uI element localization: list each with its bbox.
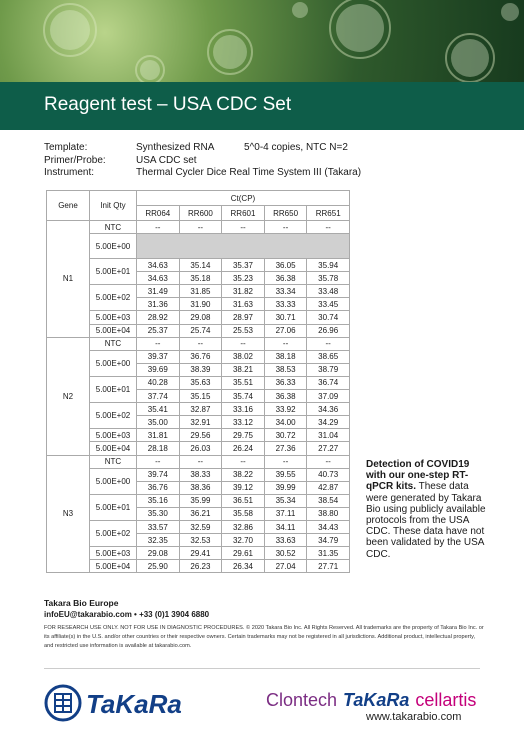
ct-value-cell: 29.08 (137, 547, 180, 560)
ct-value-cell: 31.04 (307, 429, 350, 442)
ct-value-cell: 39.12 (222, 481, 265, 494)
ct-value-cell: 34.29 (307, 416, 350, 429)
template-extra: 5^0-4 copies, NTC N=2 (244, 142, 348, 153)
ct-value-cell: 39.99 (264, 481, 307, 494)
figure-caption (366, 459, 491, 560)
footer-org: Takara Bio Europe (44, 598, 119, 608)
init-qty-cell: 5.00E+03 (90, 547, 137, 560)
ct-value-cell: 38.39 (179, 363, 222, 376)
ct-value-cell: 38.21 (222, 363, 265, 376)
ct-value-cell: 39.55 (264, 468, 307, 481)
init-qty-cell: 5.00E+01 (90, 259, 137, 285)
ct-value-cell: 27.04 (264, 560, 307, 573)
ct-value-cell: 35.18 (179, 272, 222, 285)
table-row (47, 403, 350, 416)
ct-value-cell: 32.59 (179, 520, 222, 533)
template-value: Synthesized RNA (136, 142, 215, 153)
init-qty-cell: 5.00E+00 (90, 350, 137, 376)
init-qty-cell: 5.00E+03 (90, 311, 137, 324)
init-qty-cell: 5.00E+00 (90, 468, 137, 494)
ct-value-cell: -- (307, 455, 350, 468)
ct-value-cell: 29.61 (222, 547, 265, 560)
ct-value-cell: -- (137, 221, 180, 234)
init-qty-cell: 5.00E+04 (90, 442, 137, 455)
table-row (47, 324, 350, 337)
table-row (47, 455, 350, 468)
table-row (47, 350, 350, 363)
init-qty-cell: NTC (90, 337, 137, 350)
lot-header: RR064 (137, 206, 180, 221)
caption-bold: Detection of COVID19 with our one-step RT-qPCR kits. (366, 459, 470, 493)
table-row (47, 560, 350, 573)
caption-text: These data were generated by Takara Bio using publicly available protocols from the USA CDC. These data have not been validated by the USA CDC. (366, 481, 486, 560)
ct-value-cell: 36.38 (264, 272, 307, 285)
ct-value-cell: -- (137, 455, 180, 468)
table-row (47, 547, 350, 560)
ct-value-cell: 34.43 (307, 520, 350, 533)
ct-value-cell: 36.21 (179, 507, 222, 520)
ct-value-cell: 33.33 (264, 298, 307, 311)
ct-value-cell: 37.11 (264, 507, 307, 520)
ct-value-cell: -- (179, 337, 222, 350)
table-row (47, 221, 350, 234)
ct-value-cell: 35.14 (179, 259, 222, 272)
ct-value-cell: 31.36 (137, 298, 180, 311)
ct-value-cell: 25.37 (137, 324, 180, 337)
ct-value-cell: 35.15 (179, 390, 222, 403)
ct-value-cell: 31.81 (137, 429, 180, 442)
ct-value-cell: 31.63 (222, 298, 265, 311)
ct-value-cell: 33.92 (264, 403, 307, 416)
init-qty-cell: 5.00E+01 (90, 494, 137, 520)
ct-results-table (46, 190, 350, 573)
ct-value-cell: 35.99 (179, 494, 222, 507)
ct-value-cell: -- (264, 455, 307, 468)
website-url: www.takarabio.com (366, 711, 462, 723)
ct-value-cell: 32.87 (179, 403, 222, 416)
ct-value-cell: 38.33 (179, 468, 222, 481)
ct-value-cell: 33.45 (307, 298, 350, 311)
ct-value-cell: 36.38 (264, 390, 307, 403)
ct-value-cell: 38.79 (307, 363, 350, 376)
ct-value-cell: 32.53 (179, 534, 222, 547)
ct-value-cell: 29.75 (222, 429, 265, 442)
ct-value-cell: 31.90 (179, 298, 222, 311)
lot-header: RR601 (222, 206, 265, 221)
lot-header: RR650 (264, 206, 307, 221)
ct-value-cell: 31.49 (137, 285, 180, 298)
ct-value-cell: 32.86 (222, 520, 265, 533)
table-row (47, 442, 350, 455)
ct-value-cell: 30.71 (264, 311, 307, 324)
init-qty-cell: 5.00E+04 (90, 560, 137, 573)
init-qty-cell: NTC (90, 455, 137, 468)
takara-brand-logo: TaKaRa (343, 690, 410, 710)
table-row (47, 234, 350, 259)
ct-value-cell: 27.36 (264, 442, 307, 455)
brand-logos (266, 690, 476, 711)
ct-value-cell: 36.76 (137, 481, 180, 494)
ct-value-cell: 31.85 (179, 285, 222, 298)
init-qty-cell: 5.00E+01 (90, 376, 137, 402)
instrument-value: Thermal Cycler Dice Real Time System III (Takara) (136, 167, 362, 178)
ct-value-cell: 38.22 (222, 468, 265, 481)
init-qty-cell: 5.00E+04 (90, 324, 137, 337)
ct-value-cell: 35.63 (179, 376, 222, 389)
table-row (47, 311, 350, 324)
init-qty-cell: 5.00E+02 (90, 403, 137, 429)
ct-value-cell: -- (222, 221, 265, 234)
ct-value-cell: 26.34 (222, 560, 265, 573)
ct-value-cell: 39.37 (137, 350, 180, 363)
ct-value-cell: 35.34 (264, 494, 307, 507)
lot-header: RR600 (179, 206, 222, 221)
ct-value-cell: 29.08 (179, 311, 222, 324)
ct-value-cell: 34.11 (264, 520, 307, 533)
template-label: Template: (44, 142, 88, 153)
page-title: Reagent test – USA CDC Set (44, 94, 292, 115)
ct-value-cell: 35.94 (307, 259, 350, 272)
ct-value-cell: 35.30 (137, 507, 180, 520)
hero-virus-image (0, 0, 524, 82)
init-qty-cell: 5.00E+03 (90, 429, 137, 442)
ct-value-cell: 39.74 (137, 468, 180, 481)
init-qty-cell: 5.00E+02 (90, 285, 137, 311)
primer-value: USA CDC set (136, 154, 197, 166)
cellartis-logo: cellartis (415, 690, 477, 710)
gene-column-header: Gene (47, 191, 90, 221)
footer-divider (44, 668, 480, 669)
ct-value-cell: 33.48 (307, 285, 350, 298)
ct-column-header: Ct(CP) (137, 191, 350, 206)
ct-value-cell: 38.36 (179, 481, 222, 494)
ct-value-cell: -- (307, 337, 350, 350)
ct-value-cell: -- (307, 221, 350, 234)
footer-legal: FOR RESEARCH USE ONLY. NOT FOR USE IN DIAGNOSTIC PROCEDURES. © 2020 Takara Bio Inc. All Rights Reserved. All trademarks are the property of Takara Bio Inc. or its affiliate(s) in the U.S. and/or other countries or their respective owners. Certain trademarks may not be registered in all jurisdictions. Additional product, intellectual property, and restricted use information is available at takarabio.com. (44, 625, 484, 649)
ct-value-cell: 32.91 (179, 416, 222, 429)
primer-label: Primer/Probe: (44, 154, 106, 166)
ct-value-cell: 34.63 (137, 259, 180, 272)
ct-value-cell: -- (264, 337, 307, 350)
init-qty-cell: 5.00E+00 (90, 234, 137, 259)
ct-value-cell: 34.00 (264, 416, 307, 429)
table-row (47, 259, 350, 272)
ct-value-cell: 34.79 (307, 534, 350, 547)
lot-header: RR651 (307, 206, 350, 221)
ct-value-cell: 32.35 (137, 534, 180, 547)
init-qty-cell: 5.00E+02 (90, 520, 137, 546)
ct-value-cell: -- (137, 337, 180, 350)
ct-value-cell: 38.18 (264, 350, 307, 363)
ct-value-cell: 25.53 (222, 324, 265, 337)
ct-value-cell: 33.57 (137, 520, 180, 533)
ct-value-cell: -- (264, 221, 307, 234)
ct-value-cell: 28.97 (222, 311, 265, 324)
ct-value-cell: -- (222, 337, 265, 350)
ct-value-cell: 35.37 (222, 259, 265, 272)
ct-value-cell: 37.74 (137, 390, 180, 403)
ct-value-cell: 38.80 (307, 507, 350, 520)
ct-value-cell: 29.56 (179, 429, 222, 442)
ct-value-cell: 31.82 (222, 285, 265, 298)
ct-value-cell: 25.90 (137, 560, 180, 573)
table-row (47, 285, 350, 298)
init-qty-cell: NTC (90, 221, 137, 234)
ct-value-cell: 27.06 (264, 324, 307, 337)
ct-value-cell: 38.54 (307, 494, 350, 507)
ct-value-cell: 35.16 (137, 494, 180, 507)
ct-value-cell: 30.72 (264, 429, 307, 442)
table-row (47, 520, 350, 533)
ct-value-cell: 33.34 (264, 285, 307, 298)
ct-value-cell: 28.18 (137, 442, 180, 455)
clontech-logo: Clontech (266, 690, 338, 710)
ct-value-cell: 29.41 (179, 547, 222, 560)
ct-value-cell: -- (222, 455, 265, 468)
ct-value-cell: 37.09 (307, 390, 350, 403)
ct-value-cell: 25.74 (179, 324, 222, 337)
ct-value-cell: 36.74 (307, 376, 350, 389)
ct-value-cell: 38.02 (222, 350, 265, 363)
ct-value-cell: -- (179, 221, 222, 234)
ct-value-cell: 30.74 (307, 311, 350, 324)
ct-value-cell: 36.51 (222, 494, 265, 507)
ct-value-cell: 40.73 (307, 468, 350, 481)
footer-contact: infoEU@takarabio.com • +33 (0)1 3904 6880 (44, 610, 210, 619)
empty-cell (137, 234, 350, 259)
ct-value-cell: -- (179, 455, 222, 468)
gene-cell: N1 (47, 221, 90, 338)
ct-value-cell: 26.03 (179, 442, 222, 455)
ct-value-cell: 31.35 (307, 547, 350, 560)
ct-value-cell: 32.70 (222, 534, 265, 547)
ct-value-cell: 30.52 (264, 547, 307, 560)
ct-value-cell: 36.33 (264, 376, 307, 389)
takara-logo (44, 683, 182, 723)
table-row (47, 468, 350, 481)
table-row (47, 337, 350, 350)
table-row (47, 376, 350, 389)
instrument-label: Instrument: (44, 167, 95, 178)
ct-value-cell: 35.74 (222, 390, 265, 403)
ct-value-cell: 42.87 (307, 481, 350, 494)
ct-value-cell: 33.12 (222, 416, 265, 429)
ct-value-cell: 35.41 (137, 403, 180, 416)
ct-value-cell: 35.23 (222, 272, 265, 285)
ct-value-cell: 35.51 (222, 376, 265, 389)
ct-value-cell: 36.76 (179, 350, 222, 363)
ct-value-cell: 26.24 (222, 442, 265, 455)
ct-value-cell: 33.16 (222, 403, 265, 416)
footer (44, 598, 484, 651)
ct-value-cell: 27.71 (307, 560, 350, 573)
ct-value-cell: 26.96 (307, 324, 350, 337)
title-bar (0, 82, 524, 130)
table-row (47, 494, 350, 507)
gene-cell: N2 (47, 337, 90, 455)
ct-value-cell: 26.23 (179, 560, 222, 573)
ct-value-cell: 34.63 (137, 272, 180, 285)
ct-value-cell: 36.05 (264, 259, 307, 272)
ct-value-cell: 38.53 (264, 363, 307, 376)
ct-value-cell: 33.63 (264, 534, 307, 547)
logo-wordmark: TaKaRa (86, 689, 182, 719)
init-qty-column-header: Init Qty (90, 191, 137, 221)
ct-value-cell: 39.69 (137, 363, 180, 376)
ct-value-cell: 35.78 (307, 272, 350, 285)
ct-value-cell: 28.92 (137, 311, 180, 324)
table-row (47, 429, 350, 442)
ct-value-cell: 38.65 (307, 350, 350, 363)
ct-value-cell: 35.58 (222, 507, 265, 520)
ct-value-cell: 40.28 (137, 376, 180, 389)
ct-value-cell: 34.36 (307, 403, 350, 416)
ct-value-cell: 35.00 (137, 416, 180, 429)
gene-cell: N3 (47, 455, 90, 573)
ct-value-cell: 27.27 (307, 442, 350, 455)
